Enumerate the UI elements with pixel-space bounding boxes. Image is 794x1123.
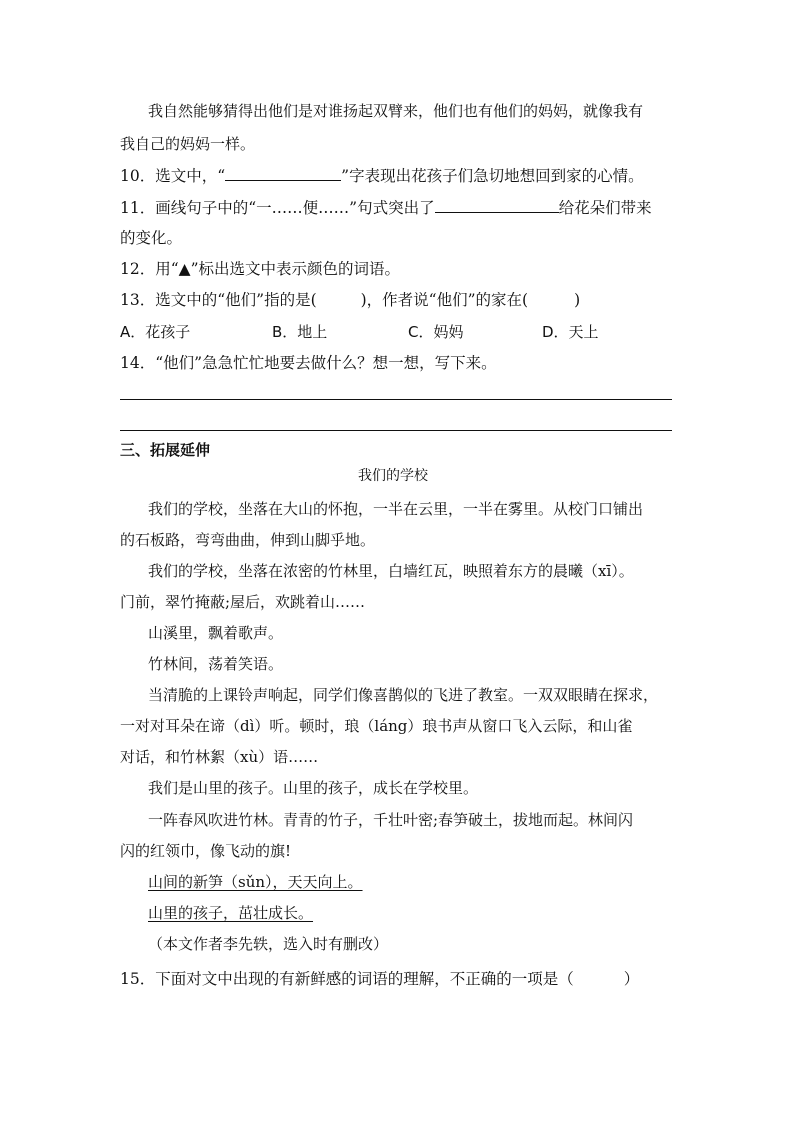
passage-line: 的石板路，弯弯曲曲，伸到山脚乎地。 (120, 531, 376, 549)
passage-line: 我自己的妈妈一样。 (120, 135, 256, 153)
passage-title: 我们的学校 (358, 468, 428, 484)
underlined-sentence: 山里的孩子，茁壮成长。 (148, 904, 314, 922)
question-15 (120, 969, 639, 989)
question-text: ) (574, 291, 581, 309)
passage-line: 我们是山里的孩子。山里的孩子，成长在学校里。 (148, 779, 479, 797)
passage-line: 竹林间，荡着笑语。 (148, 655, 284, 673)
option-c[interactable]: C．妈妈 (408, 323, 464, 341)
passage-source: （本文作者李先轶，选入时有删改） (148, 935, 389, 953)
passage-line: 一对对耳朵在谛（dì）听。顿时，琅（láng）琅书声从窗口飞入云际，和山雀 (120, 717, 633, 735)
option-b[interactable]: B．地上 (272, 323, 328, 341)
question-text: 10．选文中，“ (120, 167, 226, 185)
answer-line[interactable] (120, 430, 672, 431)
section-heading: 三、拓展延伸 (120, 441, 211, 459)
option-d[interactable]: D．天上 (542, 323, 599, 341)
question-text: ） (623, 970, 640, 988)
passage-line: 我们的学校，坐落在浓密的竹林里，白墙红瓦，映照着东方的晨曦（xī）。 (148, 562, 634, 580)
answer-line[interactable] (120, 399, 672, 400)
passage-line: 对话，和竹林絮（xù）语…… (120, 748, 319, 766)
question-text: ”字表现出花孩子们急切地想回到家的心情。 (341, 167, 644, 185)
passage-line: 我们的学校，坐落在大山的怀抱，一半在云里，一半在雾里。从校门口铺出 (148, 500, 644, 518)
passage-line: 门前，翠竹掩蔽;屋后，欢跳着山…… (120, 593, 366, 611)
question-11 (120, 197, 652, 218)
question-text: 15．下面对文中出现的有新鲜感的词语的理解，不正确的一项是（ (120, 970, 574, 988)
answer-blank[interactable] (435, 197, 559, 213)
question-11-continued: 的变化。 (120, 229, 183, 247)
question-text: )，作者说“他们”的家在( (360, 291, 529, 309)
passage-line: 我自然能够猜得出他们是对谁扬起双臂来，他们也有他们的妈妈，就像我有 (148, 102, 644, 120)
passage-line: 闪的红领巾，像飞动的旗! (120, 842, 292, 860)
passage-line: 山溪里，飘着歌声。 (148, 624, 284, 642)
passage-line: 当清脆的上课铃声响起，同学们像喜鹊似的飞进了教室。一双双眼睛在探求， (148, 686, 659, 704)
question-text: 13．选文中的“他们”指的是( (120, 291, 317, 309)
question-14: 14．“他们”急急忙忙地要去做什么？想一想，写下来。 (120, 354, 497, 372)
question-13 (120, 290, 580, 310)
question-10 (120, 165, 644, 186)
question-text: 给花朵们带来 (558, 199, 652, 217)
answer-blank[interactable] (225, 165, 341, 181)
option-a[interactable]: A．花孩子 (120, 323, 191, 341)
underlined-sentence: 山间的新笋（sǔn），天天向上。 (148, 873, 363, 891)
question-text: 11．画线句子中的“一……便……”句式突出了 (120, 199, 435, 217)
question-12: 12．用“▲”标出选文中表示颜色的词语。 (120, 260, 400, 278)
passage-line: 一阵春风吹进竹林。青青的竹子，千壮叶密;春笋破土，拔地而起。林间闪 (148, 811, 634, 829)
